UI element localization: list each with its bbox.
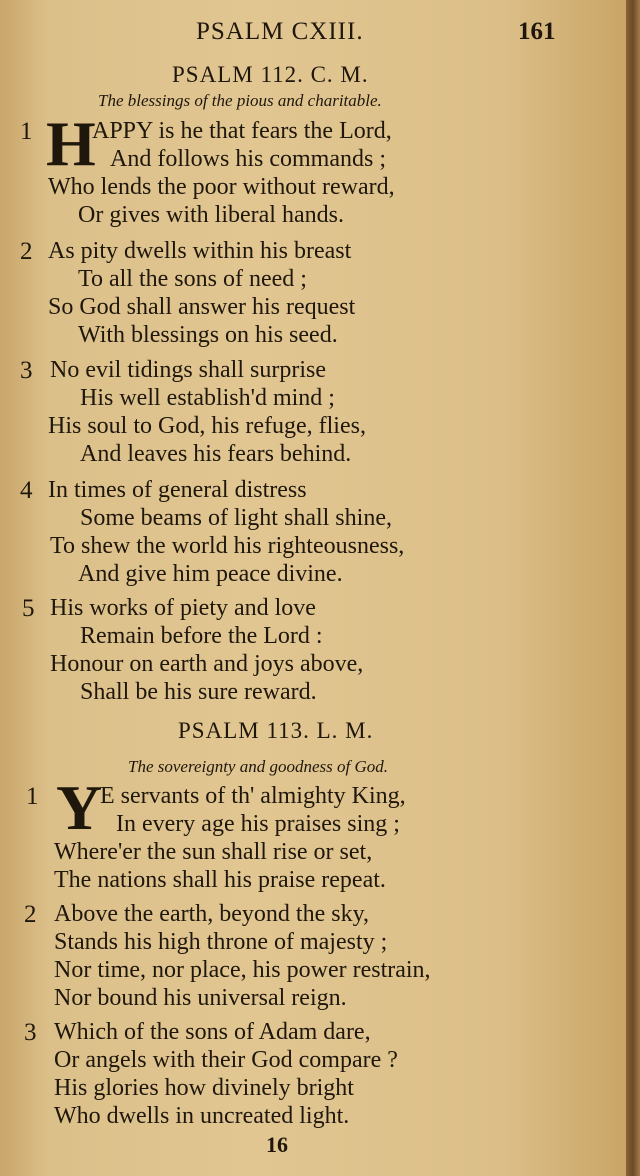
verse-line: With blessings on his seed.	[78, 322, 338, 348]
verse-line: His glories how divinely bright	[54, 1075, 354, 1101]
verse-line: E servants of th' almighty King,	[100, 783, 406, 809]
verse-line: Who lends the poor without reward,	[48, 174, 395, 200]
verse-line: Nor bound his universal reign.	[54, 985, 347, 1011]
psalm-112-subtitle: The blessings of the pious and charitable.	[98, 91, 382, 110]
page-header	[0, 18, 626, 54]
verse-line: And follows his commands ;	[110, 146, 386, 172]
verse-line: And leaves his fears behind.	[80, 441, 352, 467]
verse-line: Or gives with liberal hands.	[78, 202, 344, 228]
verse-line: His soul to God, his refuge, flies,	[48, 413, 366, 439]
verse-line: His well establish'd mind ;	[80, 385, 335, 411]
running-title: PSALM CXIII.	[196, 18, 364, 45]
verse-number: 2	[20, 238, 33, 265]
verse-line: Stands his high throne of majesty ;	[54, 929, 388, 955]
verse-line: As pity dwells within his breast	[48, 238, 352, 264]
psalm-112-heading: PSALM 112. C. M.	[172, 62, 369, 87]
verse-number: 1	[20, 118, 33, 145]
psalm-113-subtitle: The sovereignty and goodness of God.	[128, 757, 389, 776]
verse-line: Honour on earth and joys above,	[50, 651, 364, 677]
drop-cap: H	[46, 108, 96, 179]
signature-mark: 16	[266, 1132, 288, 1157]
verse-line: To shew the world his righteousness,	[50, 533, 405, 559]
verse-line: Remain before the Lord :	[80, 623, 323, 649]
page-number: 161	[518, 18, 556, 45]
verse-line: In every age his praises sing ;	[116, 811, 400, 837]
drop-cap: Y	[56, 772, 103, 843]
psalm-113-heading: PSALM 113. L. M.	[178, 718, 374, 743]
verse-line: Shall be his sure reward.	[80, 679, 317, 705]
verse-line: Where'er the sun shall rise or set,	[54, 839, 373, 865]
verse-line: Above the earth, beyond the sky,	[54, 901, 370, 927]
verse-line: Nor time, nor place, his power restrain,	[54, 957, 431, 983]
verse-number: 5	[22, 595, 35, 622]
verse-line: Who dwells in uncreated light.	[54, 1103, 350, 1129]
verse-number: 3	[20, 357, 33, 384]
verse-line: Or angels with their God compare ?	[54, 1047, 398, 1073]
verse-line: His works of piety and love	[50, 595, 316, 621]
verse-line: In times of general distress	[48, 477, 307, 503]
verse-line: Some beams of light shall shine,	[80, 505, 392, 531]
verse-line: APPY is he that fears the Lord,	[92, 118, 392, 144]
verse-line: And give him peace divine.	[78, 561, 343, 587]
verse-number: 4	[20, 477, 33, 504]
verse-line: The nations shall his praise repeat.	[54, 867, 386, 893]
verse-line: No evil tidings shall surprise	[50, 357, 326, 383]
page-edge	[626, 0, 640, 1176]
verse-line: Which of the sons of Adam dare,	[54, 1019, 371, 1045]
verse-number: 1	[26, 783, 39, 810]
verse-number: 2	[24, 901, 37, 928]
verse-line: To all the sons of need ;	[78, 266, 307, 292]
verse-number: 3	[24, 1019, 37, 1046]
verse-line: So God shall answer his request	[48, 294, 356, 320]
